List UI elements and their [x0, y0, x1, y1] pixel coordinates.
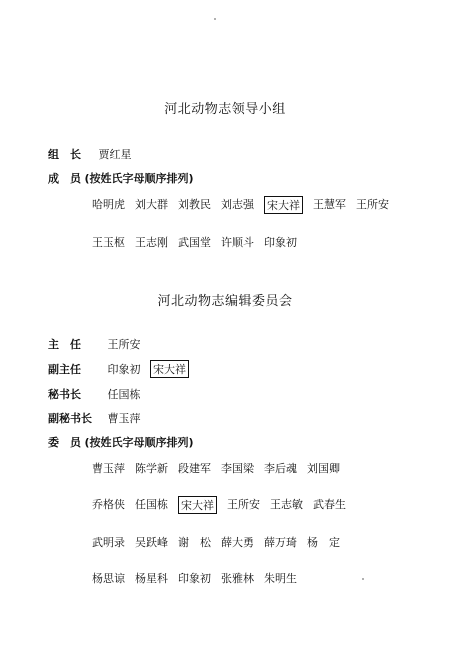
member-name: 刘大群 [135, 198, 168, 211]
vice-secretary-row [48, 410, 141, 426]
member-name: 印象初 [178, 572, 211, 585]
vice-secretary-label: 副秘书长 [48, 412, 92, 425]
scan-speck [214, 18, 216, 20]
members-note: (按姓氏字母顺序排列) [84, 172, 194, 185]
member-name: 宋大祥 [264, 196, 303, 214]
director-name: 王所安 [107, 338, 141, 351]
member-name: 刘教民 [178, 198, 211, 211]
member-name: 薛大勇 [221, 536, 254, 549]
member-name: 哈明虎 [92, 198, 125, 211]
member-name: 印象初 [264, 236, 297, 249]
director-label: 主 任 [48, 338, 81, 351]
member-name: 吴跃峰 [135, 536, 168, 549]
member-name: 王玉枢 [92, 236, 125, 249]
member-name: 张雅林 [221, 572, 254, 585]
member-name: 朱明生 [264, 572, 297, 585]
editorial-members-note: (按姓氏字母顺序排列) [84, 436, 194, 449]
editorial-title: 河北动物志编辑委员会 [157, 294, 293, 309]
member-name: 任国栋 [135, 498, 168, 511]
leader-row [48, 146, 132, 162]
member-name: 刘国卿 [307, 462, 340, 475]
editorial-members-list [92, 460, 422, 586]
vice-secretary-name: 曹玉萍 [107, 412, 141, 425]
leader-label: 组 长 [48, 148, 81, 161]
leadership-members-row [48, 170, 194, 186]
member-name: 杨思谅 [92, 572, 125, 585]
member-name: 王志刚 [135, 236, 168, 249]
member-name: 谢 松 [178, 536, 211, 549]
member-name: 武国堂 [178, 236, 211, 249]
secretary-label: 秘书长 [48, 388, 81, 401]
editorial-members-label: 委 员 [48, 436, 81, 449]
member-name: 王所安 [227, 498, 260, 511]
member-name: 王慧军 [313, 198, 346, 211]
member-name: 李国梁 [221, 462, 254, 475]
member-name: 王所安 [356, 198, 389, 211]
member-name: 杨 定 [307, 536, 340, 549]
member-name: 李后魂 [264, 462, 297, 475]
editorial-members-row [48, 434, 194, 450]
leadership-members-list [92, 196, 422, 250]
secretary-row [48, 386, 141, 402]
leader-name: 贾红星 [98, 148, 132, 161]
member-name: 曹玉萍 [92, 462, 125, 475]
member-name: 乔格侠 [92, 498, 125, 511]
member-name: 刘志强 [221, 198, 254, 211]
leadership-title: 河北动物志领导小组 [164, 102, 286, 117]
member-name: 武明录 [92, 536, 125, 549]
vice-director-label: 副主任 [48, 363, 81, 376]
vice-director-name-highlighted: 宋大祥 [150, 360, 189, 378]
member-name: 王志敏 [270, 498, 303, 511]
member-name: 杨星科 [135, 572, 168, 585]
member-name: 陈学新 [135, 462, 168, 475]
member-name: 宋大祥 [178, 496, 217, 514]
vice-director-row [48, 360, 189, 378]
member-name: 许顺斗 [221, 236, 254, 249]
member-name: 段建军 [178, 462, 211, 475]
secretary-name: 任国栋 [107, 388, 141, 401]
director-row [48, 336, 141, 352]
member-name: 武春生 [313, 498, 346, 511]
member-name: 薛万琦 [264, 536, 297, 549]
members-label: 成 员 [48, 172, 81, 185]
vice-director-name: 印象初 [107, 363, 141, 376]
